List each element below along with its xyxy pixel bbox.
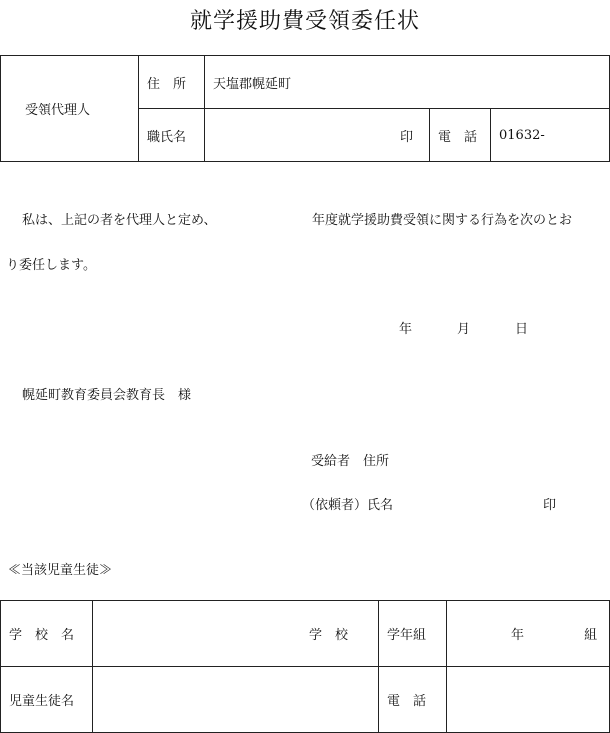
student-table: [0, 600, 610, 733]
student-phone-label: 電 話: [379, 667, 447, 733]
school-label: 学 校 名: [1, 601, 93, 667]
body-text-line2: り委任します。: [6, 258, 96, 273]
addressee: 幌延町教育委員会教育長 様: [22, 388, 192, 403]
student-name-value: [93, 667, 379, 733]
recipient-seal-mark: 印: [543, 498, 557, 513]
name-label: 職氏名: [139, 109, 205, 162]
class-mark: 組: [584, 628, 598, 643]
date-month: 月: [457, 322, 471, 337]
date-year: 年: [399, 322, 413, 337]
student-name-label: 児童生徒名: [1, 667, 93, 733]
student-heading: ≪当該児童生徒≫: [8, 563, 113, 578]
agent-label: 受領代理人: [1, 56, 139, 162]
recipient-name-label: （依頼者）氏名: [302, 498, 394, 513]
recipient-address-label: 受給者 住所: [311, 454, 390, 469]
date-day: 日: [515, 322, 529, 337]
phone-label: 電 話: [430, 109, 491, 162]
agent-seal-mark: 印: [205, 109, 430, 162]
phone-value: 01632-: [491, 109, 610, 162]
school-suffix: 学 校: [93, 601, 379, 667]
address-value: 天塩郡幌延町: [205, 56, 610, 109]
grade-label: 学年組: [379, 601, 447, 667]
year-mark: 年: [511, 628, 525, 643]
agent-table: [0, 55, 610, 162]
grade-value-cell: [447, 601, 610, 667]
student-phone-value: [447, 667, 610, 733]
document-title: 就学援助費受領委任状: [189, 9, 420, 34]
body-text-line1-part1: 私は、上記の者を代理人と定め、: [22, 213, 217, 228]
address-label: 住 所: [139, 56, 205, 109]
body-text-line1-part2: 年度就学援助費受領に関する行為を次のとお: [312, 213, 573, 228]
